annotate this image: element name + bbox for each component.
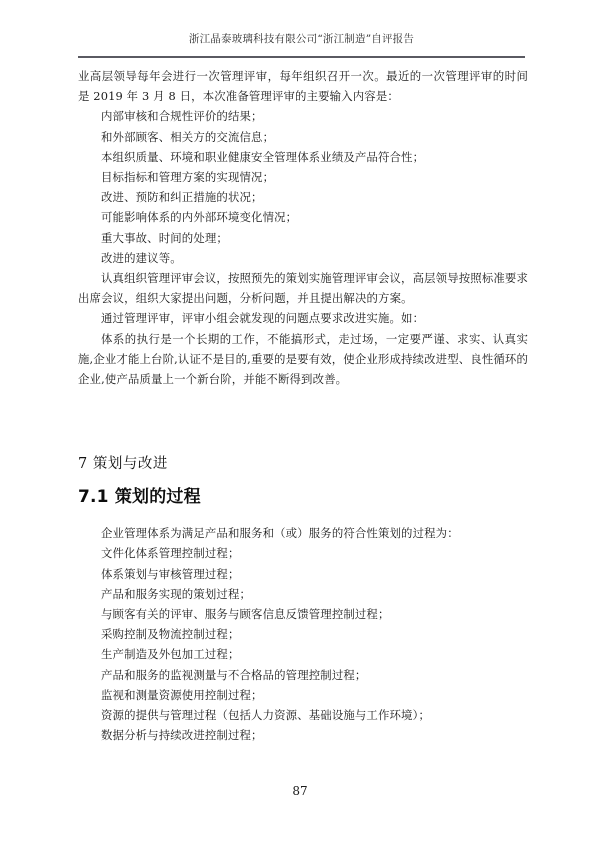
paragraph-planning-intro: 企业管理体系为满足产品和服务和（或）服务的符合性策划的过程为： bbox=[101, 526, 459, 541]
list-item: 改进、预防和纠正措施的状况； bbox=[101, 190, 263, 205]
list-item: 可能影响体系的内外部环境变化情况； bbox=[101, 210, 298, 225]
paragraph-review-meeting: 认真组织管理评审会议，按照预先的策划实施管理评审会议，高层领导按照标准要求出席会议，组织大家提出问题，分析问题，并且提出解决的方案。 bbox=[78, 271, 529, 306]
header-divider-rule bbox=[78, 56, 525, 58]
list-item: 资源的提供与管理过程（包括人力资源、基础设施与工作环境）； bbox=[101, 708, 430, 723]
list-item: 目标指标和管理方案的实现情况； bbox=[101, 170, 275, 185]
page-number: 87 bbox=[292, 784, 308, 798]
list-item: 产品和服务的监视测量与不合格品的管理控制过程； bbox=[101, 667, 367, 682]
list-item: 数据分析与持续改进控制过程； bbox=[101, 728, 263, 743]
list-item: 生产制造及外包加工过程； bbox=[101, 647, 240, 662]
section-heading-7: 7 策划与改进 bbox=[78, 456, 168, 473]
list-item: 重大事故、时间的处理； bbox=[101, 230, 228, 245]
paragraph-management-review-intro: 业高层领导每年会进行一次管理评审，每年组织召开一次。最近的一次管理评审的时间是 2019 年 3 月 8 日，本次准备管理评审的主要输入内容是： bbox=[78, 69, 528, 104]
list-item: 改进的建议等。 bbox=[101, 250, 182, 265]
running-header bbox=[78, 32, 525, 46]
paragraph-review-outcome: 通过管理评审，评审小组会就发现的问题点要求改进实施。如： bbox=[101, 311, 425, 326]
page-content bbox=[78, 66, 528, 745]
paragraph-system-execution: 体系的执行是一个长期的工作，不能搞形式，走过场，一定要严谨、求实、认真实施,企业才能上台阶,认证不是目的,重要的是要有效，使企业形成持续改进型、良性循环的企业,使产品质量上一个新台阶，并能不断得到改善。 bbox=[78, 331, 528, 387]
list-item: 产品和服务实现的策划过程； bbox=[101, 586, 252, 601]
list-item: 和外部顾客、相关方的交流信息； bbox=[101, 129, 275, 144]
list-item: 监视和测量资源使用控制过程； bbox=[101, 687, 263, 702]
list-item: 文件化体系管理控制过程； bbox=[101, 546, 240, 561]
list-item: 本组织质量、环境和职业健康安全管理体系业绩及产品符合性； bbox=[101, 149, 425, 164]
spacer-before-section-heading bbox=[78, 389, 528, 453]
list-item: 与顾客有关的评审、服务与顾客信息反馈管理控制过程； bbox=[101, 607, 390, 622]
list-item: 内部审核和合规性评价的结果； bbox=[101, 109, 263, 124]
list-item: 采购控制及物流控制过程； bbox=[101, 627, 240, 642]
running-header-text: 浙江晶泰玻璃科技有限公司“浙江制造”自评报告 bbox=[188, 33, 415, 45]
spacer-after-section-heading bbox=[78, 475, 528, 485]
section-heading-7-1: 7.1 策划的过程 bbox=[78, 487, 201, 508]
spacer-after-subsection-heading bbox=[78, 509, 528, 523]
list-item: 体系策划与审核管理过程； bbox=[101, 566, 240, 581]
